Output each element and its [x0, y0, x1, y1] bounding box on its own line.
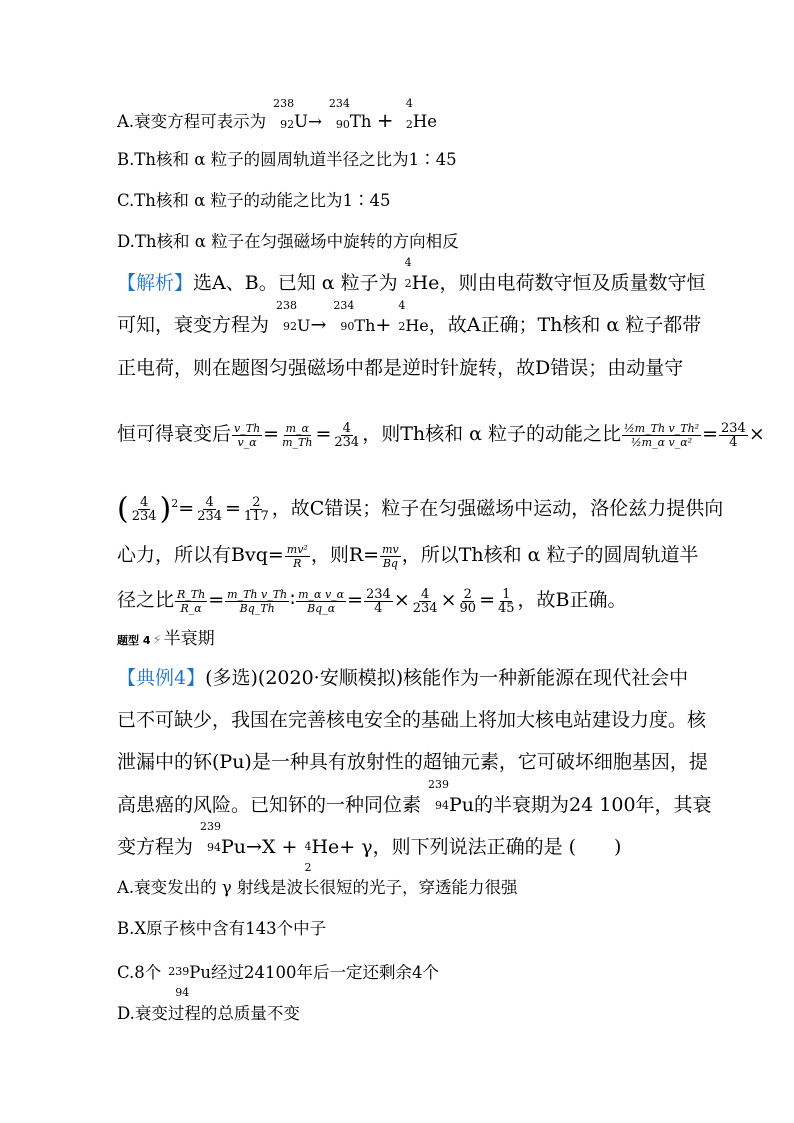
option-d-q4[interactable]: D.衰变过程的总质量不变 [117, 1004, 300, 1023]
option-a-q4[interactable]: A.衰变发出的 γ 射线是波长很短的光子，穿透能力很强 [117, 878, 518, 897]
example-tag: 【典例4】 [117, 667, 206, 689]
lightning-icon: ⚡ [152, 633, 162, 648]
example-line-4: 高患癌的风险。已知钚的一种同位素 239 94 Pu的半衰期为24 100年，其衰 [117, 778, 712, 816]
analysis-line-2: 可知，衰变方程为 238 92 U→ 234 90 Th+ 4 2 He，故A正确；Th核和 α 粒子都带 [117, 299, 702, 336]
section-header [117, 624, 215, 649]
example-line-5: 变方程为 239 94 Pu→X + 4 2 He+ γ，则下列说法正确的是 ( ) [117, 820, 622, 874]
section-title: 半衰期 [163, 629, 215, 649]
nuclide-th234: 234 90 Th [328, 97, 372, 131]
nuclide-he4: 4 2 He [405, 97, 437, 131]
option-b-q4[interactable]: B.X原子核中含有143个中子 [117, 919, 327, 938]
example-line-1: 【典例4】(多选)(2020·安顺模拟)核能作为一种新能源在现代社会中 [117, 667, 689, 689]
analysis-line-3: 正电荷，则在题图匀强磁场中都是逆时针旋转，故D错误；由动量守 [117, 357, 684, 379]
option-d-q3[interactable]: D.Th核和 α 粒子在匀强磁场中旋转的方向相反 [117, 232, 459, 251]
option-a-q3[interactable]: A.衰变方程可表示为 238 92 U→ 234 90 Th + 4 2 He [117, 97, 437, 132]
analysis-line-1: 【解析】选A、B。已知 α 粒子为 4 2 He，则由电荷数守恒及质量数守恒 [117, 256, 706, 294]
analysis-line-4: 恒可得衰变后 $\frac{v\_Th}{v\_\alpha}$ = $\frac{m\_\alpha}{m\_Th}$ = $\frac{4}{234}$ ，则Th核和 α 粒子的动能之比 $\frac{\text{½m\_Th v\_Th²}}{\text{½m\_α v\_α²}}$ = $\frac{234}{4}$ × [117, 420, 765, 450]
analysis-line-7: 径之比 $\frac{R\_Th}{R\_\alpha}$ = $\frac{\text{m\_Th v\_Th}}{Bq\_Th}$ ∶ $\frac{\text{m\_α v\_α}}{Bq\_\alpha}$ = $\frac{234}{4}$ × $\frac{4}{234}$ × $\frac{2}{90}$ = $\frac{1}{45}$ ，故B正确。 [117, 586, 627, 616]
example-line-3: 泄漏中的钚(Pu)是一种具有放射性的超铀元素，它可破坏细胞基因，提 [117, 751, 708, 773]
analysis-line-6: 心力，所以有Bvq= $\frac{\text{mv²}}{R}$ ，则R= $\frac{mv}{Bq}$ ，所以Th核和 α 粒子的圆周轨道半 [117, 542, 699, 570]
nuclide-u238: 238 92 U [273, 97, 309, 131]
option-c-q3[interactable]: C.Th核和 α 粒子的动能之比为1∶45 [117, 191, 391, 210]
analysis-tag: 【解析】 [117, 272, 194, 294]
example-line-2: 已不可缺少，我国在完善核电安全的基础上将加大核电站建设力度。核 [117, 709, 707, 731]
option-c-q4[interactable]: C.8个 239 94 Pu经过24100年后一定还剩余4个 [117, 963, 439, 999]
section-badge: 题型 4 [117, 634, 151, 647]
analysis-line-5: ( $\frac{4}{234}$ )$^2$= $\frac{4}{234}$ = $\frac{2}{117}$ ，故C错误；粒子在匀强磁场中运动，洛伦兹力提供向 [117, 491, 724, 527]
option-b-q3[interactable]: B.Th核和 α 粒子的圆周轨道半径之比为1∶45 [117, 150, 457, 169]
